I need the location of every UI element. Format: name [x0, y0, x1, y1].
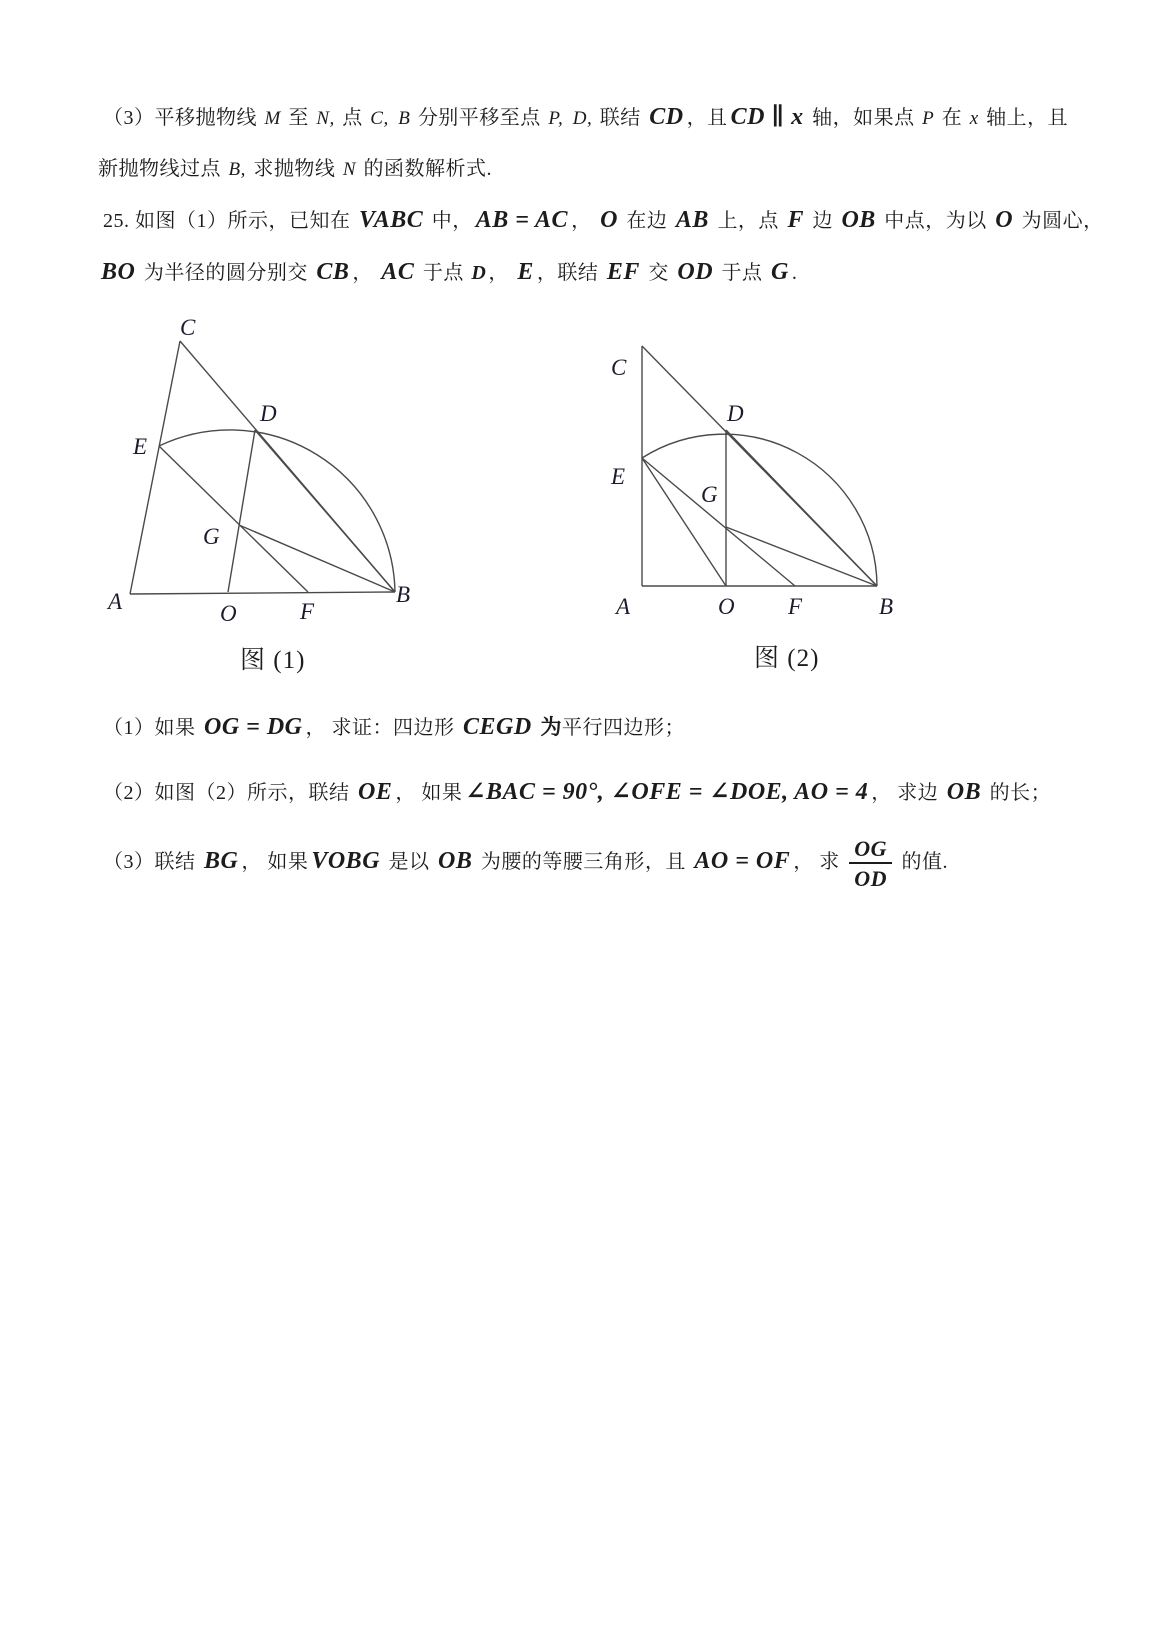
text-run: E — [517, 259, 534, 285]
text-run: CD — [649, 104, 684, 130]
problem-25-line-1 — [103, 203, 1104, 238]
text-run: ， — [488, 262, 515, 284]
text-run: 中， — [426, 210, 473, 232]
text-run: （2）如图（2）所示，联结 — [103, 782, 355, 804]
text-run: D — [471, 262, 487, 284]
fig1-segment-OD — [228, 430, 255, 592]
text-run: 是以 — [383, 851, 436, 873]
fig2-label-O: O — [718, 594, 735, 619]
text-run: VOBG — [311, 848, 381, 874]
text-run: CB — [316, 259, 350, 285]
text-run: 于点 — [417, 262, 470, 284]
fig1-label-B: B — [396, 582, 411, 607]
text-run: （3）联结 — [103, 851, 201, 873]
text-run: CEGD — [463, 714, 532, 740]
text-run: 至 — [282, 107, 315, 129]
text-run: N — [342, 159, 357, 180]
text-run: ，联结 — [536, 262, 604, 284]
text-run: 交 — [642, 262, 675, 284]
fig2-label-E: E — [611, 464, 626, 489]
fig2-label-F: F — [788, 594, 803, 619]
text-run: ， 如果 — [395, 782, 463, 804]
text-run: 于点 — [716, 262, 769, 284]
fig1-label-O: O — [220, 601, 237, 625]
figure-2 — [580, 330, 910, 622]
fig2-segment-EO — [642, 458, 726, 586]
text-run: 为 — [534, 715, 562, 739]
text-run: ， — [352, 262, 379, 284]
sub-question-2 — [103, 775, 1051, 810]
text-run: . — [791, 262, 798, 284]
text-run: CD ∥ x — [730, 104, 804, 130]
figure-2-caption: 图 (2) — [754, 645, 820, 672]
text-run: （1）如果 — [103, 717, 201, 739]
text-run: x — [969, 108, 979, 129]
text-run: 上，点 — [711, 210, 785, 232]
fig1-label-C: C — [180, 315, 196, 340]
text-run: O — [600, 207, 618, 233]
text-run: P — [922, 108, 935, 129]
text-run: 点 — [336, 107, 369, 129]
text-run: C, — [370, 108, 389, 129]
text-run: 联结 — [594, 107, 647, 129]
text-run: OB — [438, 848, 473, 874]
text-run: BO — [101, 259, 136, 285]
text-run: 新抛物线过点 — [98, 158, 227, 180]
text-run: P, — [548, 108, 564, 129]
text-run: F — [787, 207, 804, 233]
text-run: 边 — [806, 210, 839, 232]
figure-1 — [100, 303, 420, 625]
fig1-segment-EF — [159, 446, 308, 592]
text-run: 为半径的圆分别交 — [138, 262, 314, 284]
fig2-label-D: D — [727, 401, 744, 426]
text-run: OD — [677, 259, 714, 285]
sub-question-3 — [103, 832, 948, 891]
text-run — [565, 107, 571, 129]
fig2-segment-GB — [726, 527, 877, 586]
fig1-label-A: A — [108, 589, 123, 614]
text-run: 为圆心， — [1016, 210, 1104, 232]
text-run: B — [398, 108, 411, 129]
text-run: B, — [228, 159, 246, 180]
text-run: ， 求证：四边形 — [305, 717, 461, 739]
text-run: 的函数解析式. — [358, 158, 493, 180]
text-run: 求抛物线 — [247, 158, 341, 180]
text-run: ， 求边 — [871, 782, 944, 804]
text-run: 分别平移至点 — [412, 107, 547, 129]
sub-question-1 — [103, 710, 685, 745]
text-run: O — [995, 207, 1014, 233]
fig1-segment-DB — [255, 430, 395, 592]
text-run: OE — [358, 779, 393, 805]
text-run: ， 求 — [793, 851, 846, 873]
text-run: 平行四边形； — [561, 717, 685, 739]
text-run: AC — [381, 259, 415, 285]
text-run: 的长； — [984, 782, 1052, 804]
text-run: M — [264, 108, 281, 129]
text-run: ， — [571, 210, 598, 232]
fig2-circle-arc — [642, 434, 877, 586]
text-run: G — [771, 259, 789, 285]
text-run: 25. 如图（1）所示，已知在 — [103, 210, 356, 232]
text-run: EF — [606, 259, 640, 285]
text-run: D, — [572, 108, 593, 129]
fig1-label-D: D — [260, 401, 277, 426]
intro-paragraph-line-2 — [98, 152, 492, 187]
text-run: OG = DG — [204, 714, 303, 740]
fig2-label-G: G — [701, 482, 718, 507]
text-run: 轴，如果点 — [806, 107, 921, 129]
text-run: 的值. — [896, 851, 949, 873]
text-run: ∠BAC = 90°, ∠OFE = ∠DOE, AO = 4 — [465, 779, 869, 805]
text-run: AO = OF — [694, 848, 791, 874]
text-run: 中点，为以 — [878, 210, 993, 232]
text-run: N, — [316, 108, 335, 129]
text-run: BG — [204, 848, 239, 874]
fig1-label-F: F — [300, 599, 315, 624]
text-run: 在边 — [620, 210, 673, 232]
text-run: VABC — [359, 207, 424, 233]
intro-paragraph-line-1 — [103, 100, 1068, 136]
fig1-side-AC — [130, 341, 180, 594]
fig1-segment-GB — [239, 525, 395, 592]
fraction-OG-over-OD: $\frac{OG}{OD}$ — [849, 836, 892, 892]
text-run: OB — [946, 779, 982, 805]
fig1-label-E: E — [133, 434, 148, 459]
figure-1-caption: 图 (1) — [240, 647, 306, 674]
text-run: OB — [841, 207, 876, 233]
text-run: 为腰的等腰三角形，且 — [475, 851, 692, 873]
text-run: 轴上，且 — [980, 107, 1069, 129]
text-run: AB = AC — [475, 207, 569, 233]
text-run: ， 如果 — [241, 851, 309, 873]
fig1-side-AB — [130, 592, 395, 594]
fig2-label-C: C — [611, 355, 627, 380]
text-run: 在 — [936, 107, 968, 129]
fig2-label-B: B — [879, 594, 894, 619]
text-run: AB — [675, 207, 709, 233]
fig2-label-A: A — [616, 594, 631, 619]
text-run: （3）平移抛物线 — [103, 107, 263, 129]
problem-25-line-2 — [98, 255, 797, 290]
text-run: ，且 — [686, 107, 728, 129]
fig1-label-G: G — [203, 524, 220, 549]
